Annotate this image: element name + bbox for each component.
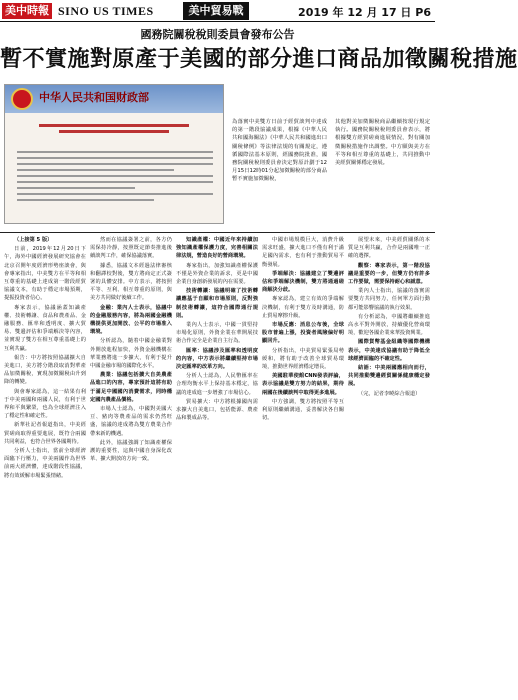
column-paragraph: 報告：中方將按照協議擴大自美進口，美方將分階段取消對華產品加徵關稅，實現加徵關稅由升到降的轉變。 (4, 354, 86, 386)
column-paragraph: 貿易擴大：中方將根據國內需求擴大自美進口，包括能源、農產品和製成品等。 (176, 398, 258, 422)
dateline (298, 4, 431, 20)
article-subhead: 國務院關稅稅則委員會發布公告 (140, 28, 295, 41)
column-paragraph: 據悉，協議文本經過法律審核和翻譯校對後，雙方將商定正式簽署的具體安排。中方表示，將按照平等、互利、相互尊重的原則，與美方共同做好後續工作。 (90, 262, 172, 302)
body-column-1 (4, 236, 86, 676)
column-paragraph: 知識產權：中國近年來持續加強知識產權保護力度，完善相關法律法規，營造良好的營商環境。 (176, 237, 258, 260)
section-divider (0, 232, 435, 233)
column-paragraph: 有分析認為，中國將繼續推進高水平對外開放，持續優化營商環境，歡迎各國企業來華投資興業。 (348, 313, 430, 337)
column-paragraph: 分析人士指出，當前全球經濟面臨下行壓力，中美兩國作為世界前兩大經濟體，達成階段性協議，將有效緩解市場緊張情緒。 (4, 448, 86, 479)
document-title-lines (29, 121, 199, 136)
column-paragraph: 業內人士表示，中國一貫堅持市場化原則，外資企業在華開展技術合作完全是企業自主行為。 (176, 322, 258, 345)
column-paragraph: 新華社記者報道指出，中美經貿磋商取得重要進展，既符合兩國共同利益，也符合世界各國期待。 (4, 422, 86, 445)
column-paragraph: （上接第 5 版） (14, 237, 53, 243)
body-column-5 (348, 236, 430, 676)
column-paragraph: 技術轉讓：協議明確了技術轉讓應基于自願和市場原則，反對強制技術轉讓，這符合國際通行規則。 (176, 288, 258, 319)
brand-english-name: SINO US TIMES (58, 4, 154, 18)
column-paragraph: 展望未來，中美經貿關係的本質是互利共贏，合作是兩國唯一正確的選擇。 (348, 237, 430, 260)
article-body (4, 236, 432, 676)
column-paragraph: 美國駐華使館CNN發表評論，表示協議是雙方努力的結果，期待兩國在後續談判中取得更多進展。 (262, 373, 344, 396)
intro-paragraph: 其他對美加徵關稅商品繼續按現行規定執行。國務院關稅稅則委員會表示，將根據雙方經貿磋商進展情況，對有關加徵關稅措施作出調整。中方願與美方在平等和相互尊重的基礎上，共同推動中美經貿關係穩定發展。 (335, 119, 430, 167)
page-number: P6 (415, 6, 431, 19)
column-paragraph: 分析指出，中美貿易緊張局勢緩和，將有助于改善全球貿易環境，推動世界經濟穩定增長。 (262, 347, 344, 371)
column-paragraph: 日前，2019年12月20日下午，海外中國經濟發展研究協會在北京召開年度經濟形勢座談會，與會專家指出，中美雙方在平等和相互尊重的基礎上達成第一階段經貿協議文本，有助于穩定市場預期，提振投資者信心。 (4, 246, 86, 302)
column-paragraph: 農業：協議包括擴大自美農產品進口的內容，專家預計這將有助于滿足中國國內消費需求，同時穩定國內農產品價格。 (90, 372, 172, 403)
column-paragraph: 然而在協議簽署之前，各方仍需保持冷靜，按照既定節奏推進後續談判工作，確保協議落實。 (90, 237, 172, 260)
column-paragraph: 業內人士指出，協議的落實需要雙方共同努力，任何單方面行動都可能影響協議的執行效果。 (348, 288, 430, 311)
intro-column-2 (335, 118, 430, 228)
website-name: 中华人民共和国财政部 (39, 91, 149, 104)
body-column-2 (90, 236, 172, 676)
column-paragraph: （完，記者李曉綜合報道） (358, 390, 421, 397)
intro-column-1 (232, 118, 327, 228)
column-paragraph: 觀察：專家表示，第一階段協議是重要的一步，但雙方仍有許多工作要做，需要保持耐心和誠意。 (348, 262, 430, 286)
column-paragraph: 專家表示，協議涵蓋知識產權、技術轉讓、食品和農產品、金融服務、匯率和透明度、擴大貿易、雙邊評估和爭端解決等內容，並實現了雙方在相互尊重基礎上的互利共贏。 (4, 304, 86, 352)
brand-logo: 美中時報 (2, 3, 52, 19)
article-intro (232, 118, 430, 228)
masthead (0, 0, 435, 22)
issue-date: 2019 年 12 月 17 日 (298, 6, 412, 19)
column-paragraph: 中國市場規模巨大，消費升級需求旺盛，擴大進口不僅有利于滿足國內需求，也有利于推動貿易平衡發展。 (262, 237, 344, 268)
column-paragraph: 爭端解決：協議建立了雙邊評估和爭端解決機制，雙方將通過磋商解決分歧。 (262, 270, 344, 294)
document-body-lines (17, 147, 213, 205)
column-paragraph: 匯率：協議涉及匯率和透明度的內容，中方表示將繼續堅持市場決定匯率的改革方向。 (176, 347, 258, 371)
column-paragraph: 此外，協議強調了知識產權保護的重要性，這與中國自身深化改革、擴大開放的方向一致。 (90, 439, 172, 463)
body-column-4 (262, 236, 344, 676)
column-paragraph: 市場人士認為，中國對美國大豆、豬肉等農產品的需求仍然旺盛，協議的達成將為雙方農業合作帶來新的機遇。 (90, 406, 172, 437)
column-paragraph: 結語：中美兩國應相向而行，共同推動雙邊經貿關係健康穩定發展。 (348, 365, 430, 388)
column-paragraph: 專家指出，加強知識產權保護不僅是外資企業的訴求，更是中國企業自身創新發展的內在需要。 (176, 262, 258, 286)
column-paragraph: 市場反應：消息公布後，全球股市普遍上漲，投資者風險偏好明顯回升。 (262, 322, 344, 345)
column-paragraph: 專家認為，建立有效的爭端解決機制，有利于雙方及時溝通，防止貿易摩擦升級。 (262, 296, 344, 319)
intro-paragraph: 為落實中美雙方日前于經貿談判中達成的第一階段協議成果，根據《中華人民共和國海關法》《中華人民共和國進出口關稅條例》等法律法規的有關規定，遵循國際法基本原則，經國務院批准，國務院關稅稅則委員會決定對原計劃于12月15日12時01分起加徵關稅的部分商品暫不實施加徵關稅， (232, 119, 327, 183)
body-column-3 (176, 236, 258, 676)
column-paragraph: 分析認為，隨着中國金融業對外開放進程加快，外資金融機構在華業務將進一步擴大，有利于提升中國金融市場的國際化水平。 (90, 338, 172, 370)
column-paragraph: 與會專家認為，這一結果有利于中美兩國和兩國人民，有利于世界和平與繁榮，也為全球經濟注入了穩定性和確定性。 (4, 388, 86, 420)
column-paragraph: 金融：業內人士表示，協議中的金融服務內容，將為兩國金融機構提供更加開放、公平的市場准入環境。 (90, 304, 172, 336)
article-headline: 暫不實施對原產于美國的部分進口商品加徵關稅措施 (0, 47, 518, 72)
column-paragraph: 中方強調，雙方將按照平等互利原則繼續溝通，妥善解決各自關切。 (262, 398, 344, 422)
section-label: 美中貿易戰 (183, 2, 249, 20)
national-emblem-icon (11, 88, 33, 110)
column-paragraph: 分析人士認為，人民幣匯率在合理均衡水平上保持基本穩定，協議的達成進一步增強了市場信心。 (176, 373, 258, 396)
ministry-website-image (4, 84, 224, 224)
column-paragraph: 國際貨幣基金組織等國際機構表示，中美達成協議有助于降低全球經濟面臨的不確定性。 (348, 339, 430, 362)
